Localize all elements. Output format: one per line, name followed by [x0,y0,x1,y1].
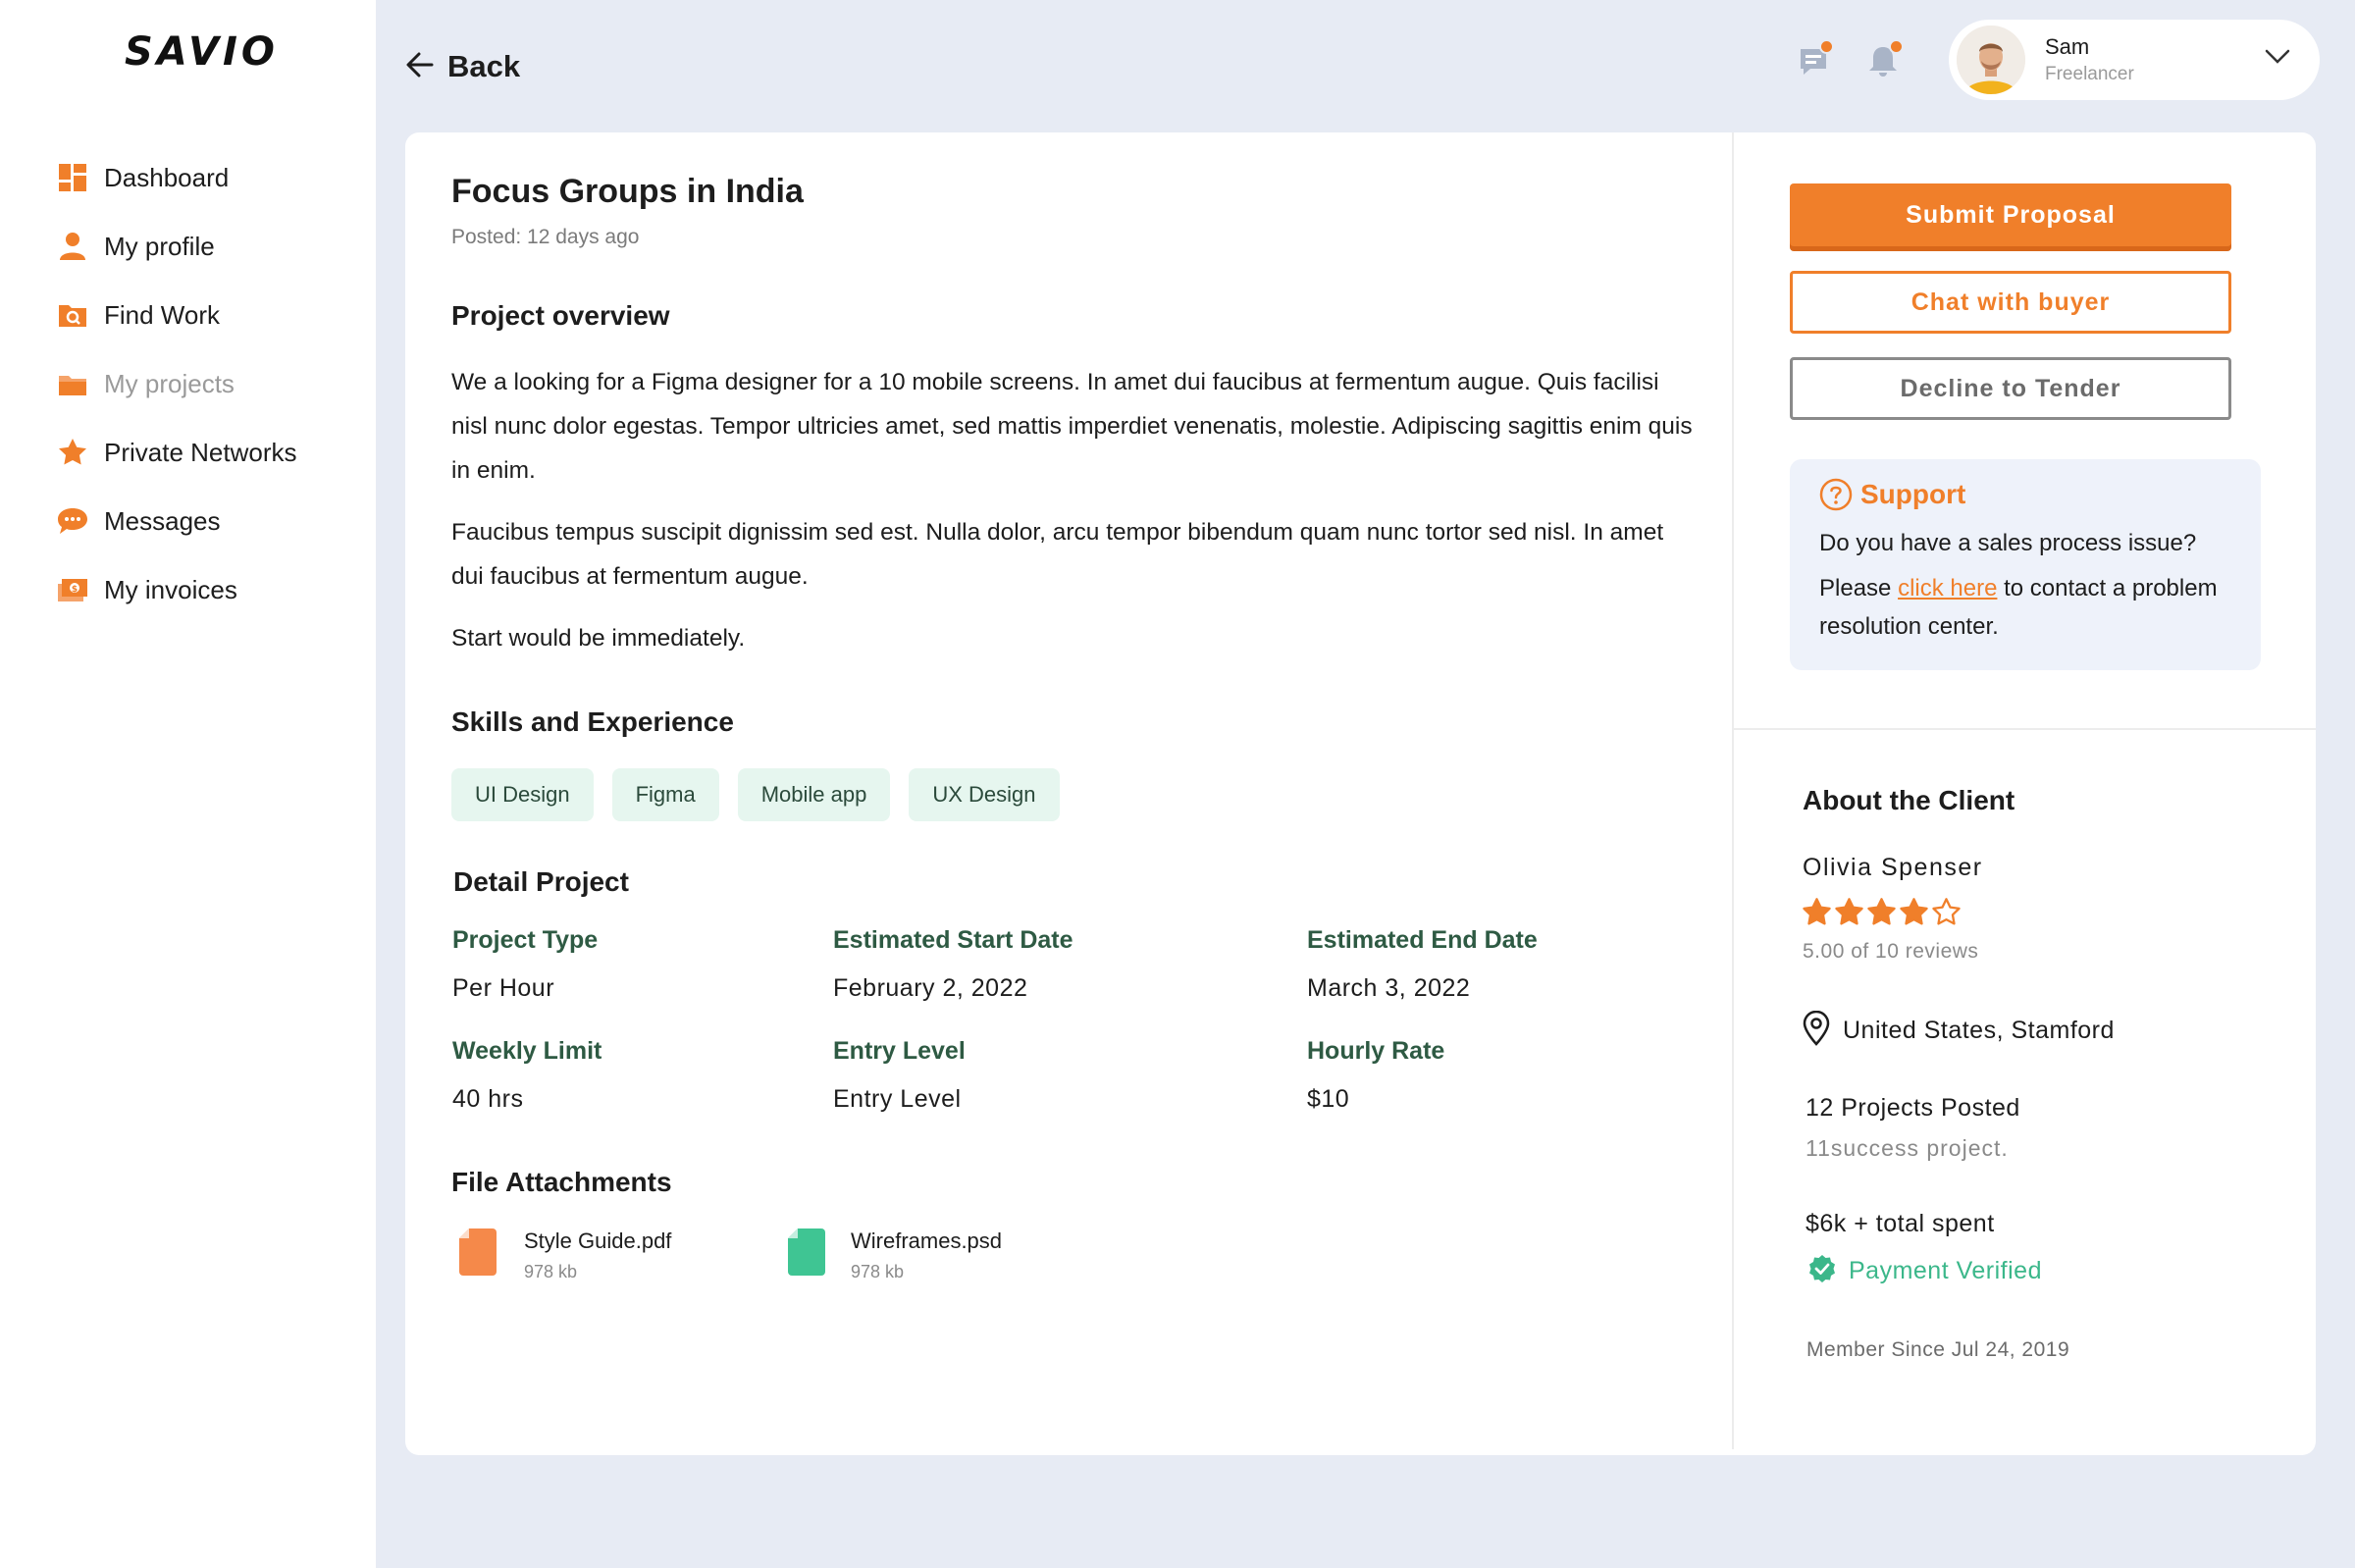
detail-heading: Detail Project [453,866,629,897]
chat-with-buyer-button[interactable]: Chat with buyer [1790,271,2231,334]
about-client-heading: About the Client [1803,785,2015,815]
app-logo[interactable]: SAVIO [125,29,279,75]
dashboard-icon [57,162,88,193]
project-title: Focus Groups in India [451,173,804,210]
attachment-item[interactable] [459,1228,671,1282]
detail-label: Estimated Start Date [833,926,1073,954]
member-since: Member Since Jul 24, 2019 [1806,1338,2070,1361]
star-icon [57,437,88,468]
verified-text: Payment Verified [1849,1257,2042,1284]
verified-badge-icon [1807,1254,1837,1288]
svg-text:$: $ [71,585,78,595]
sidebar-item-my-projects[interactable] [57,349,297,418]
bell-icon [1865,68,1905,84]
notifications-button[interactable] [1865,41,1905,80]
sidebar-item-dashboard[interactable] [57,143,297,212]
success-projects: 11success project. [1806,1135,2009,1161]
sidebar-item-my-profile[interactable] [57,212,297,281]
overview-paragraph-3: Start would be immediately. [451,625,746,652]
section-divider [1734,728,2316,730]
skills-heading: Skills and Experience [451,706,734,737]
sidebar-item-label: My invoices [104,574,237,604]
sidebar-item-label: Messages [104,505,221,536]
sidebar-item-label: Dashboard [104,162,230,192]
help-circle-icon [1819,478,1853,516]
projects-posted: 12 Projects Posted [1806,1094,2020,1122]
file-icon [459,1228,497,1281]
detail-label: Estimated End Date [1307,926,1538,954]
chat-icon [1798,68,1837,84]
support-text: Do you have a sales process issue? [1819,530,2197,556]
invoice-icon [57,574,88,605]
detail-label: Hourly Rate [1307,1037,1445,1065]
support-text-line [1819,575,2218,602]
detail-label: Weekly Limit [452,1037,602,1065]
file-size: 978 kb [851,1262,905,1281]
detail-value: Entry Level [833,1085,962,1113]
sidebar-item-my-invoices[interactable] [57,555,297,624]
find-work-icon [57,299,88,331]
sidebar-item-private-networks[interactable] [57,418,297,487]
detail-value: February 2, 2022 [833,974,1028,1002]
location-pin-icon [1802,1011,1831,1051]
total-spent: $6k + total spent [1806,1210,1995,1237]
skill-chip: UX Design [909,768,1059,821]
user-name: Sam [2045,34,2090,59]
folder-icon [57,368,88,399]
star-filled-icon [1834,897,1864,932]
sidebar-item-label: Find Work [104,299,220,330]
sidebar [0,0,376,1568]
detail-value: 40 hrs [452,1085,524,1113]
detail-value: March 3, 2022 [1307,974,1471,1002]
messages-notification-button[interactable] [1798,41,1837,80]
decline-to-tender-button[interactable]: Decline to Tender [1790,357,2231,420]
file-size: 978 kb [524,1262,578,1281]
file-name: Style Guide.pdf [524,1228,672,1253]
posted-date: Posted: 12 days ago [451,226,640,248]
back-label: Back [447,49,521,83]
sidebar-item-messages[interactable] [57,487,297,555]
detail-value: Per Hour [452,974,555,1002]
skill-chip: Mobile app [738,768,891,821]
client-location [1802,1011,2115,1051]
sidebar-item-label: Private Networks [104,437,297,467]
unread-dot [1819,39,1834,54]
client-reviews: 5.00 of 10 reviews [1803,940,1979,963]
overview-heading: Project overview [451,300,670,331]
star-empty-icon [1931,897,1962,932]
column-divider [1732,132,1734,1449]
user-icon [57,231,88,262]
star-filled-icon [1899,897,1929,932]
support-text: Please [1819,575,1892,601]
location-text: United States, Stamford [1843,1017,2115,1044]
skills-list [451,768,1060,821]
detail-label: Entry Level [833,1037,966,1065]
overview-paragraph-1: We a looking for a Figma designer for a 10 mobile screens. In amet dui faucibus at fermentum augue. Quis facilisi nisl nunc dolor egestas. Tempor ultricies amet, sed mattis imperdiet venenatis, molestie. Adipiscing sagittis enim quis in enim. [451,369,1693,484]
client-name: Olivia Spenser [1803,854,1983,881]
file-name: Wireframes.psd [851,1228,1003,1253]
sidebar-item-label: My profile [104,231,215,261]
support-box [1790,459,2261,670]
user-menu[interactable] [1949,20,2320,100]
unread-dot [1889,39,1904,54]
star-filled-icon [1802,897,1832,932]
chat-bubble-icon [57,505,88,537]
support-title: Support [1860,479,1966,509]
skill-chip: Figma [612,768,719,821]
sidebar-item-find-work[interactable] [57,281,297,349]
skill-chip: UI Design [451,768,594,821]
support-link[interactable]: click here [1898,575,1998,601]
support-text: to contact a problem [2004,575,2218,601]
chevron-down-icon [2265,49,2290,70]
back-button[interactable] [406,49,520,84]
arrow-left-icon [406,52,434,82]
detail-value: $10 [1307,1085,1350,1113]
sidebar-nav [57,143,297,624]
client-rating [1802,897,1962,932]
sidebar-item-label: My projects [104,368,235,398]
file-icon [788,1228,825,1281]
detail-label: Project Type [452,926,599,954]
avatar [1957,26,2025,94]
support-text: resolution center. [1819,613,1999,640]
submit-proposal-button[interactable]: Submit Proposal [1790,183,2231,246]
star-filled-icon [1866,897,1897,932]
overview-paragraph-2: Faucibus tempus suscipit dignissim sed est. Nulla dolor, arcu tempor bibendum quam nunc tortor sed nisl. In amet dui faucibus at fermentum augue. [451,519,1664,590]
attachments-heading: File Attachments [451,1167,672,1197]
payment-verified [1807,1254,2042,1288]
attachment-item[interactable] [788,1228,1002,1282]
user-role: Freelancer [2045,64,2134,84]
